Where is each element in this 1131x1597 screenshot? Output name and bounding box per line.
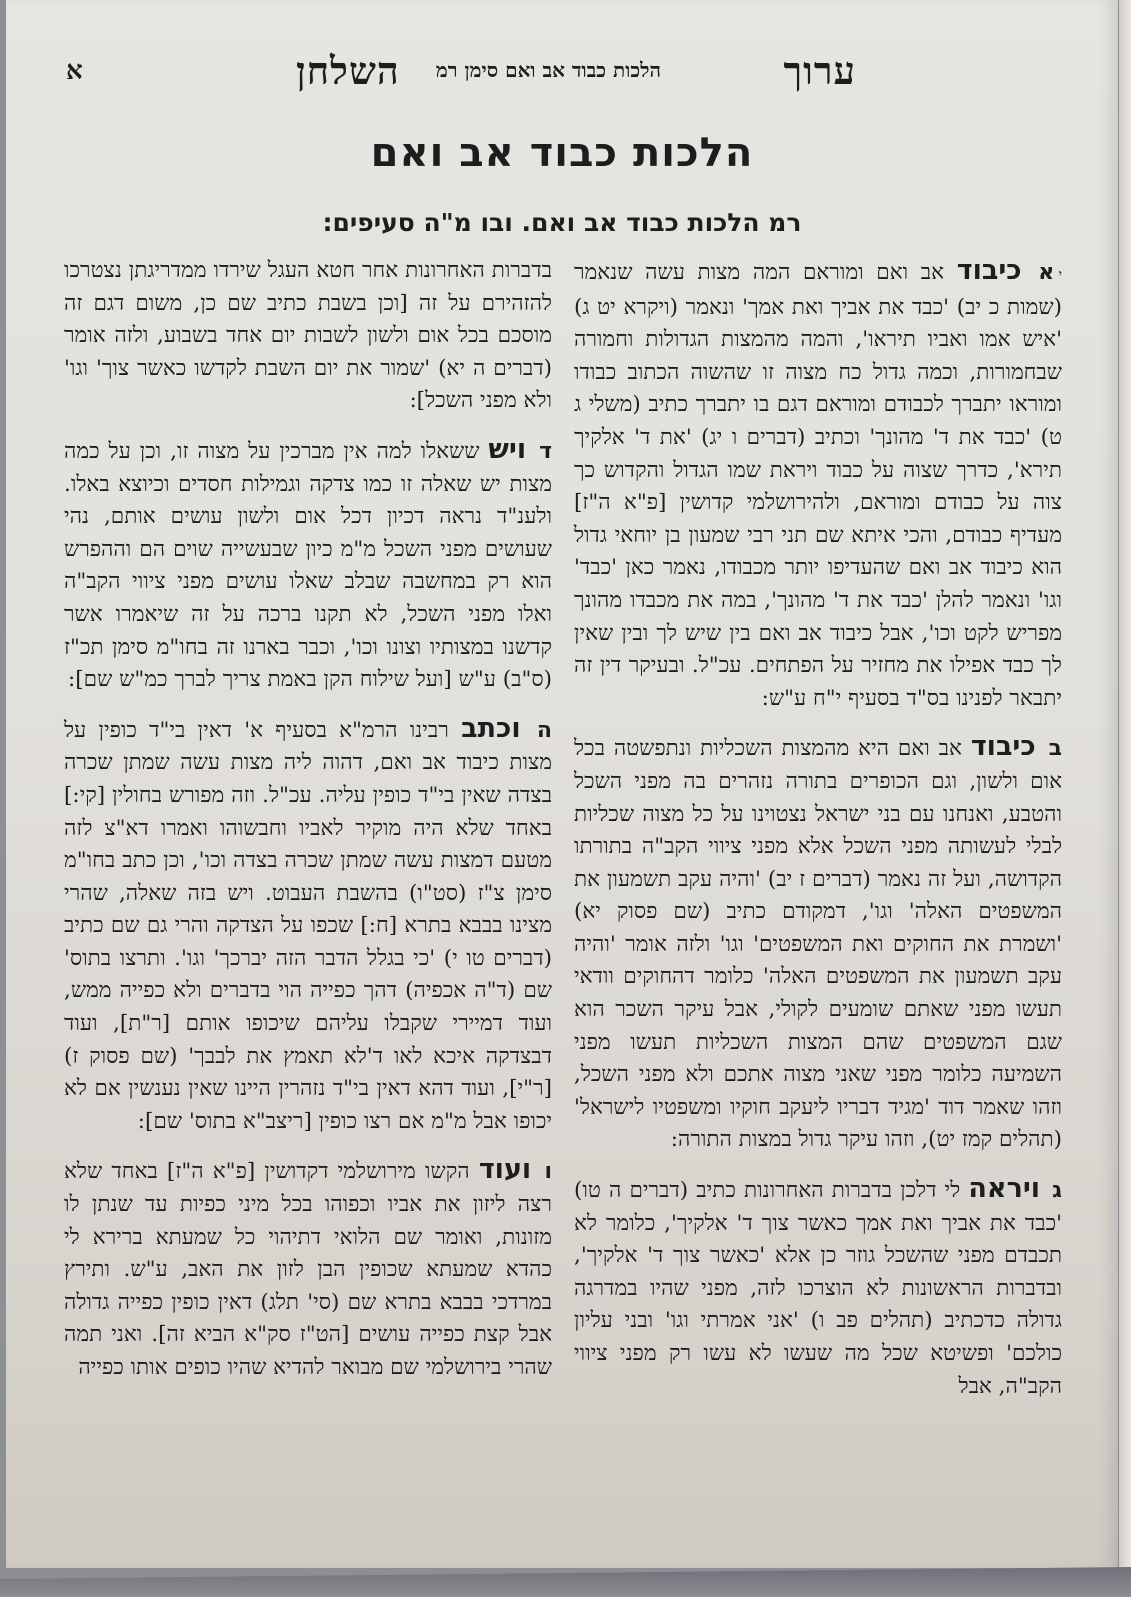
running-header	[66, 48, 1056, 98]
seif-number: ה	[536, 717, 552, 743]
page-edge-bottom	[0, 1567, 1131, 1597]
paragraph-seif-6	[64, 1154, 552, 1384]
paragraph-seif-5	[64, 713, 552, 1139]
paragraph-text: רבינו הרמ"א בסעיף א' דאין בי"ד כופין על מצות כיבוד אב ואם, דהוה ליה מצות עשה שמתן שכרה בצדה שאין בי"ד כופין עליה. עכ"ל. וזה מפורש בחולין [קי:] באחד שלא היה מוקיר לאביו וחבשוהו ואמרו דא"צ לזה מטעם דמצות עשה שמתן שכרה בצדה וכו', וכן כתב בחו"מ סימן צ"ז (סט"ו) בהשבת העבוט. ויש בזה שאלה, שהרי מצינו בבבא בתרא [ח:] שכפו על הצדקה והרי גם שם כתיב (דברים טו י) 'כי בגלל הדבר הזה יברכך' וגו'. ותרצו בתוס' שם (ד"ה אכפיה) דהך כפייה הוי בדברים ולא כפייה ממש, ועוד דמיירי שקבלו עליהם שיכופו אותם [ר"ת], ועוד דבצדקה איכא לאו ד'לא תאמץ את לבבך' (שם פסוק ז) [ר"י], ועוד דהא דאין בי"ד נזהרין היינו שאין נענשין אם לא יכופו אבל מ"מ אם רצו כופין [ריצב"א בתוס' שם]:	[64, 717, 552, 1134]
running-header-section: הלכות כבוד אב ואם סימן רמ	[435, 58, 661, 82]
paragraph-marker: י	[1058, 267, 1062, 283]
paragraph-text: בדברות האחרונות אחר חטא העגל שירדו ממדריגתן נצטרכו להזהירם על זה [וכן בשבת כתיב שם כן, משום דגם זה מוסכם בכל אום ולשון לשבות יום אחד בשבוע, ולזה אומר (דברים ה יא) 'שמור את יום השבת לקדשו כאשר צוך' וגו' ולא מפני השכל]:	[64, 258, 552, 414]
lead-word: כיבוד	[970, 731, 1036, 763]
left-column	[64, 255, 552, 1401]
seif-number: ו	[544, 1159, 552, 1185]
seif-number: א	[1038, 260, 1055, 285]
seif-number: ד	[539, 438, 552, 464]
lead-word: ויראה	[968, 1173, 1041, 1205]
page-edge-right	[1119, 0, 1131, 1597]
book-page	[6, 0, 1118, 1568]
paragraph-seif-3-continued	[64, 255, 552, 418]
paragraph-seif-2	[574, 731, 1062, 1157]
paragraph-text: ששאלו למה אין מברכין על מצוה זו, וכן על כמה מצות יש שאלה זו כמו צדקה וגמילות חסדים וכיוצא באלו. ולענ"ד נראה דכיון דכל אום ולשון עושים אותם, נהי שעושים מפני השכל מ"מ כיון שבעשייה שוים הם וההפרש הוא רק במחשבה שבלב שאלו עושים מפני ציווי הקב"ה ואלו מפני השכל, לא תקנו ברכה על זה שיאמרו אשר קדשנו במצותיו וצונו וכו', וכבר בארנו זה בחו"מ סימן תכ"ז (ס"ב) ע"ש [ועל שילוח הקן באמת צריך לברך כמ"ש שם]:	[64, 438, 552, 693]
running-header-title-right: ערוך	[783, 48, 856, 93]
page-number: א	[66, 56, 83, 86]
lead-word: ויש	[488, 433, 527, 465]
siman-heading: רמ הלכות כבוד אב ואם. ובו מ"ה סעיפים:	[322, 208, 802, 237]
seif-number: ב	[1048, 736, 1062, 762]
paragraph-text: הקשו מירושלמי דקדושין [פ"א ה"ז] באחד שלא רצה ליזון את אביו וכפוהו בכל מיני כפיות עד שנתן לו מזונות, ואומר שם הלואי דתיהוי כל שמעתא ברירא לי כהדא שמעתא שכופין הבן לזון את האב, ע"ש. ותירץ במרדכי בבבא בתרא שם (סי' תלג) דאין כופין כפייה גדולה אבל קצת כפייה עושים [הט"ז סק"א הביא זה]. ואני תמה שהרי בירושלמי שם מבואר להדיא שהיו כופים אותו כפייה	[64, 1159, 552, 1380]
paragraph-seif-3	[574, 1173, 1062, 1403]
right-column	[574, 255, 1062, 1419]
paragraph-text: אב ואם היא מהמצות השכליות ונתפשטה בכל אום ולשון, וגם הכופרים בתורה נזהרים בה מפני השכל והטבע, ואנחנו עם בני ישראל נצטוינו על כל מצוה שכליות לבלי לעשותה מפני השכל אלא מפני ציווי הקב"ה בתורתו הקדושה, ועל זה נאמר (דברים ז יב) 'והיה עקב תשמעון את המשפטים האלה' וגו', דמקודם כתיב (שם פסוק יא) 'ושמרת את החוקים ואת המשפטים' וגו' ולזה אומר 'והיה עקב תשמעון את המשפטים האלה' כלומר דהחוקים וודאי תעשו מפני שאתם שומעים לקולי, אבל עיקר השכר הוא שגם המשפטים שהם המצות השכליות תעשו מפני השמיעה כלומר מפני שאני מצוה אתכם ולא מפני השכל, וזהו שאמר דוד 'מגיד דבריו ליעקב חוקיו ומשפטיו לישראל' (תהלים קמז יט), וזהו עיקר גדול במצות התורה:	[574, 736, 1062, 1153]
lead-word: וכתב	[461, 712, 521, 744]
lead-word: כיבוד	[956, 255, 1022, 286]
paragraph-seif-1	[574, 255, 1062, 715]
running-header-title-left: השלחן	[296, 48, 400, 93]
paragraph-seif-4	[64, 434, 552, 697]
seif-number: ג	[1052, 1178, 1062, 1204]
lead-word: ועוד	[478, 1154, 532, 1186]
paragraph-text: אב ואם ומוראם המה מצות עשה שנאמר (שמות כ יב) 'כבד את אביך ואת אמך' ונאמר (ויקרא יט ג) 'איש אמו ואביו תיראו', והמה מהמצות הגדולות וחמורה שבחמורות, וכמה גדול כח מצוה זו שהשוה הכתוב כבודו ומוראו יתברך לכבודם ומוראם דגם בו יתברך כתיב (משלי ג ט) 'כבד את ד' מהונך' וכתיב (דברים ו יג) 'את ד' אלקיך תירא', כדרך שצוה על כבוד ויראת שמו הגדול והקדוש כך צוה על כבודם ומוראם, ולהירושלמי קדושין [פ"א ה"ז] מעדיף כבודם, והכי איתא שם תני רבי שמעון בן יוחאי גדול הוא כיבוד אב ואם שהעדיפו יותר מכבודו, נאמר כאן 'כבד' וגו' ונאמר להלן 'כבד את ד' מהונך', במה את מכבדו מהונך מפריש לקט וכו', אבל כיבוד אב ואם בין שיש לך ובין שאין לך כבד אפילו את מחזיר על הפתחים. עכ"ל. ובעיקר דין זה יתבאר לפנינו בס"ד בסעיף י"ח ע"ש:	[574, 260, 1062, 711]
page-title: הלכות כבוד אב ואם	[370, 130, 754, 176]
paragraph-text: לי דלכן בדברות האחרונות כתיב (דברים ה טו) 'כבד את אביך ואת אמך כאשר צוך ד' אלקיך', כלומר לא תכבדם מפני שהשכל גוזר כן אלא 'כאשר צוך ד' אלקיך', ובדברות הראשונות לא הוצרכו לזה, מפני שהיו במדרגה גדולה כדכתיב (תהלים פב ו) 'אני אמרתי וגו' ובני עליון כולכם' ופשיטא שכל מה שעשו לא עשו רק מפני ציווי הקב"ה, אבל	[574, 1178, 1062, 1399]
